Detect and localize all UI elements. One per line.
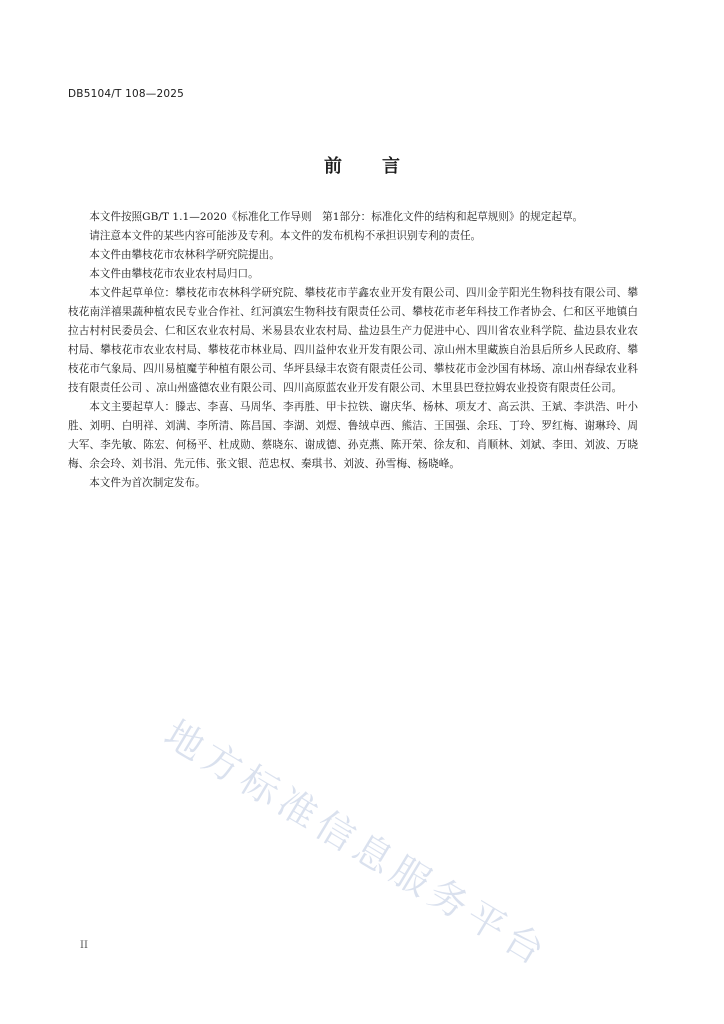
page-title: 前言 bbox=[324, 156, 440, 177]
document-code: DB5104/T 108—2025 bbox=[68, 88, 184, 100]
page-number: II bbox=[80, 940, 88, 951]
paragraph-administrator: 本文件由攀枝花市农业农村局归口。 bbox=[89, 268, 259, 280]
paragraph-patent-notice: 请注意本文件的某些内容可能涉及专利。本文件的发布机构不承担识别专利的责任。 bbox=[89, 230, 482, 242]
paragraph-drafters: 本文主要起草人：滕志、李喜、马周华、李再胜、甲卡拉铁、谢庆华、杨林、项友才、高云洪、王斌、李洪浩、叶小胜、刘明、白明祥、刘满、李所清、陈昌国、李湖、刘煜、鲁绒卓西、熊洁、王国强、余珏、丁玲、罗红梅、谢琳玲、周大军、李先敏、陈宏、何杨平、杜成勋、蔡晓东、谢成德、孙克燕、陈开荣、徐友和、肖顺林、刘斌、李田、刘波、万晓梅、余会玲、刘书涓、先元伟、张文银、范忠权、秦琪书、刘波、孙雪梅、杨晓峰。 bbox=[68, 401, 638, 470]
watermark: 地方标准信息服务平台 bbox=[156, 711, 557, 976]
paragraph-drafting-rules: 本文件按照GB/T 1.1—2020《标准化工作导则 第1部分：标准化文件的结构和起草规则》的规定起草。 bbox=[89, 211, 584, 223]
paragraph-drafting-units: 本文件起草单位：攀枝花市农林科学研究院、攀枝花市芋鑫农业开发有限公司、四川金芋阳光生物科技有限公司、攀枝花南洋禧果蔬种植农民专业合作社、红河滇宏生物科技有限责任公司、攀枝花市老年科技工作者协会、仁和区平地镇白拉古村村民委员会、仁和区农业农村局、米易县农业农村局、盐边县生产力促进中心、四川省农业科学院、盐边县农业农村局、攀枝花市农业农村局、攀枝花市林业局、四川益仲农业开发有限公司、凉山州木里藏族自治县后所乡人民政府、攀枝花市气象局、四川易植魔芋种植有限公司、华坪县绿丰农资有限责任公司、攀枝花市金沙国有林场、凉山州春绿农业科技有限责任公司 、凉山州盛德农业有限公司、四川高原蓝农业开发有限公司、木里县巴登拉姆农业投资有限责任公司。 bbox=[68, 287, 638, 394]
paragraph-first-release: 本文件为首次制定发布。 bbox=[89, 477, 206, 489]
paragraph-proposer: 本文件由攀枝花市农林科学研究院提出。 bbox=[89, 249, 280, 261]
foreword-body bbox=[68, 208, 638, 493]
